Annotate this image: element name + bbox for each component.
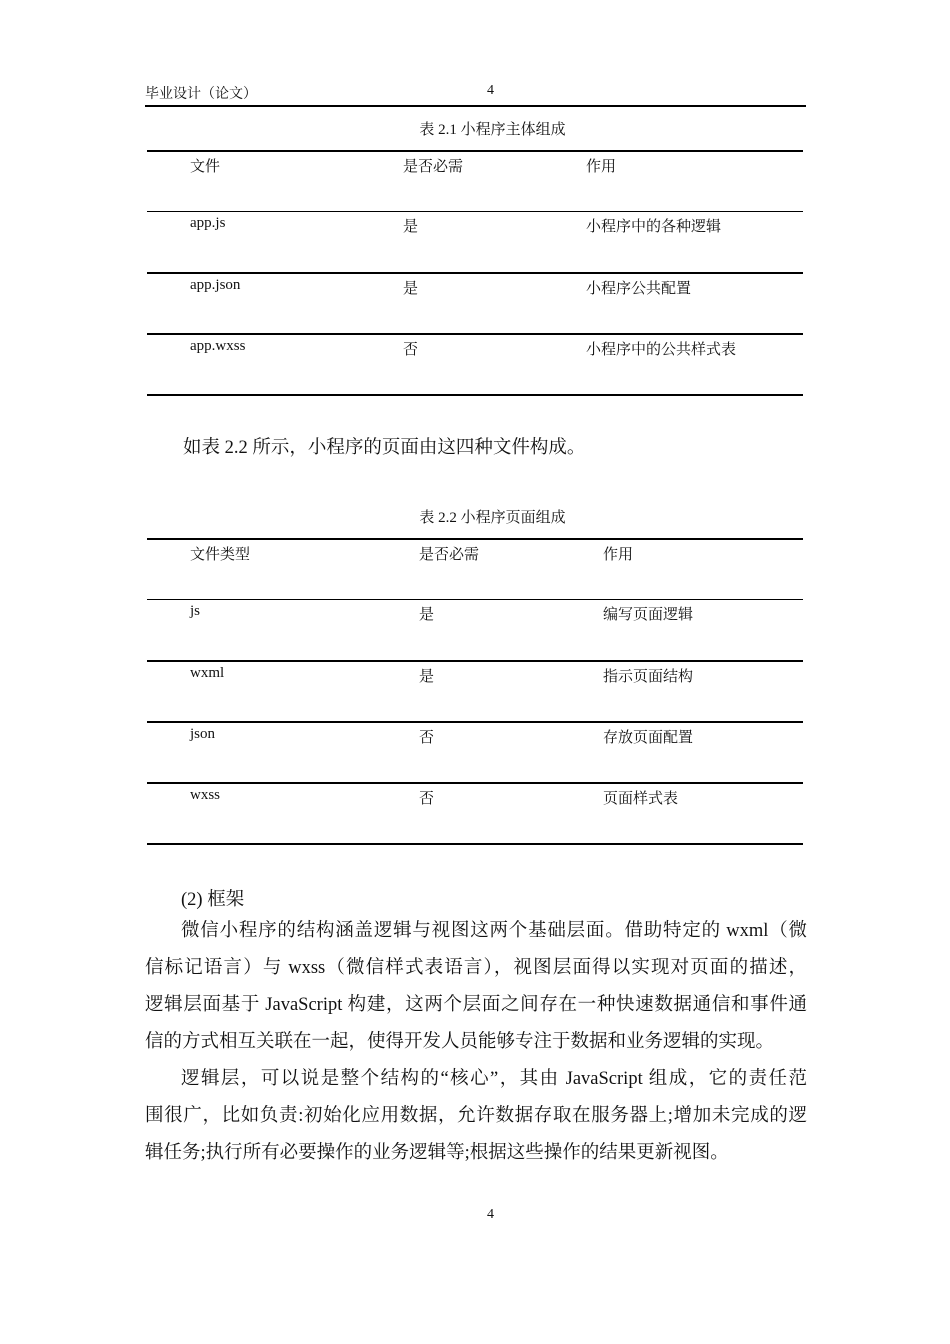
table-bottom-rule [147, 394, 803, 396]
table-cell: app.js [190, 215, 226, 231]
table-header: 是否必需 [419, 547, 480, 563]
table-cell: 是 [403, 219, 419, 235]
table-cell: app.wxss [190, 338, 246, 354]
table1 [147, 150, 803, 396]
text-line: 微信小程序的结构涵盖逻辑与视图这两个基础层面。借助特定的 wxml（微 [181, 921, 807, 941]
table-cell: wxml [190, 665, 225, 681]
table-row [147, 782, 803, 843]
table-cell: 是 [419, 607, 435, 623]
table-header: 文件 [190, 159, 221, 175]
table-cell: 否 [419, 791, 435, 807]
table2-caption: 表 2.2 小程序页面组成 [419, 510, 566, 526]
table-cell: 编写页面逻辑 [603, 607, 694, 623]
text-line: 逻辑层面基于 JavaScript 构建，这两个层面之间存在一种快速数据通信和事件通 [145, 995, 807, 1015]
text-line: 逻辑层，可以说是整个结构的“核心”，其由 JavaScript 组成，它的责任范 [181, 1069, 807, 1089]
table-cell: 存放页面配置 [603, 730, 694, 746]
text-line: 围很广，比如负责:初始化应用数据，允许数据存取在服务器上;增加未完成的逻 [145, 1106, 807, 1126]
table-row [147, 721, 803, 782]
table-header: 是否必需 [403, 159, 464, 175]
table-cell: app.json [190, 277, 241, 293]
intro-paragraph: 如表 2.2 所示，小程序的页面由这四种文件构成。 [183, 438, 586, 458]
table-cell: 小程序公共配置 [586, 281, 692, 297]
table1-caption: 表 2.1 小程序主体组成 [419, 122, 566, 138]
table-header: 作用 [586, 159, 617, 175]
table-cell: json [190, 726, 216, 742]
table-cell: 小程序中的公共样式表 [586, 342, 737, 358]
header-rule [145, 105, 806, 107]
table-row [147, 660, 803, 721]
table-header-row [147, 150, 803, 211]
table-cell: 小程序中的各种逻辑 [586, 219, 722, 235]
table-row [147, 211, 803, 272]
table-cell: 是 [419, 669, 435, 685]
table-bottom-rule [147, 843, 803, 845]
section-heading: (2) 框架 [181, 890, 245, 910]
table-cell: 否 [403, 342, 419, 358]
text-line: 信的方式相互关联在一起，使得开发人员能够专注于数据和业务逻辑的实现。 [145, 1032, 775, 1052]
table-header-row [147, 538, 803, 599]
table-row [147, 599, 803, 660]
text-line: 信标记语言）与 wxss（微信样式表语言），视图层面得以实现对页面的描述， [145, 958, 807, 978]
table-header: 作用 [603, 547, 634, 563]
table-cell: js [190, 603, 201, 619]
header-page-number: 4 [487, 83, 494, 98]
table-cell: 指示页面结构 [603, 669, 694, 685]
header-title: 毕业设计（论文） [145, 87, 257, 102]
table-row [147, 272, 803, 333]
table-cell: 否 [419, 730, 435, 746]
table-row [147, 333, 803, 394]
text-line: 辑任务;执行所有必要操作的业务逻辑等;根据这些操作的结果更新视图。 [145, 1143, 729, 1163]
paragraph-framework [145, 913, 807, 1172]
table-cell: 页面样式表 [603, 791, 679, 807]
footer-page-number: 4 [487, 1207, 494, 1222]
table2 [147, 538, 803, 845]
table-cell: 是 [403, 281, 419, 297]
table-header: 文件类型 [190, 547, 251, 563]
table-cell: wxss [190, 787, 221, 803]
